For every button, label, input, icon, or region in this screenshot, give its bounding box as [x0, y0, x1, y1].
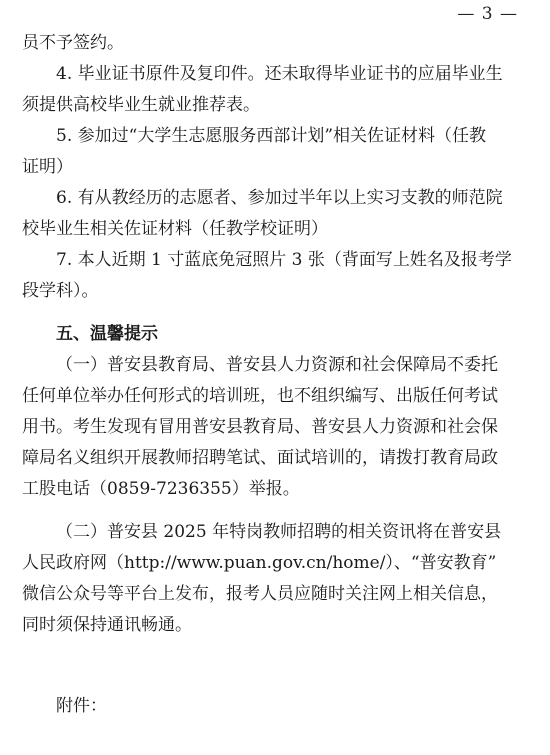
text-line: 工股电话（0859-7236355）举报。 — [22, 479, 300, 499]
spacer — [22, 307, 520, 319]
spacer — [22, 641, 520, 691]
text-line: 须提供高校毕业生就业推荐表。 — [22, 95, 260, 115]
text-line: 员不予签约。 — [22, 33, 124, 53]
section-heading: 五、温馨提示 — [56, 324, 158, 344]
tip-2-paragraph: （二）普安县 2025 年特岗教师招聘的相关资讯将在普安县 — [56, 522, 502, 542]
list-item-5: 5. 参加过“大学生志愿服务西部计划”相关佐证材料（任教 — [56, 126, 487, 146]
document-body — [22, 28, 520, 722]
text-line: 校毕业生相关佐证材料（任教学校证明） — [22, 219, 328, 239]
list-item-4: 4. 毕业证书原件及复印件。还未取得毕业证书的应届毕业生 — [56, 64, 503, 84]
text-line: 人民政府网（http://www.puan.gov.cn/home/）、“普安教育” — [22, 553, 497, 573]
text-line: 用书。考生发现有冒用普安县教育局、普安县人力资源和社会保 — [22, 417, 498, 437]
list-item-7: 7. 本人近期 1 寸蓝底免冠照片 3 张（背面写上姓名及报考学 — [56, 250, 512, 270]
text-line: 段学科）。 — [22, 281, 99, 301]
attachments-label: 附件： — [56, 696, 107, 716]
list-item-6: 6. 有从教经历的志愿者、参加过半年以上实习支教的师范院 — [56, 188, 503, 208]
text-line: 证明） — [22, 157, 73, 177]
tip-1-paragraph: （一）普安县教育局、普安县人力资源和社会保障局不委托 — [56, 355, 498, 375]
text-line: 同时须保持通讯畅通。 — [22, 615, 192, 635]
text-line: 任何单位举办任何形式的培训班，也不组织编写、出版任何考试 — [22, 386, 498, 406]
text-line: 微信公众号等平台上发布，报考人员应随时关注网上相关信息， — [22, 584, 498, 604]
spacer — [22, 505, 520, 517]
page-number: — 3 — — [457, 4, 518, 24]
text-line: 障局名义组织开展教师招聘笔试、面试培训的，请拨打教育局政 — [22, 448, 498, 468]
